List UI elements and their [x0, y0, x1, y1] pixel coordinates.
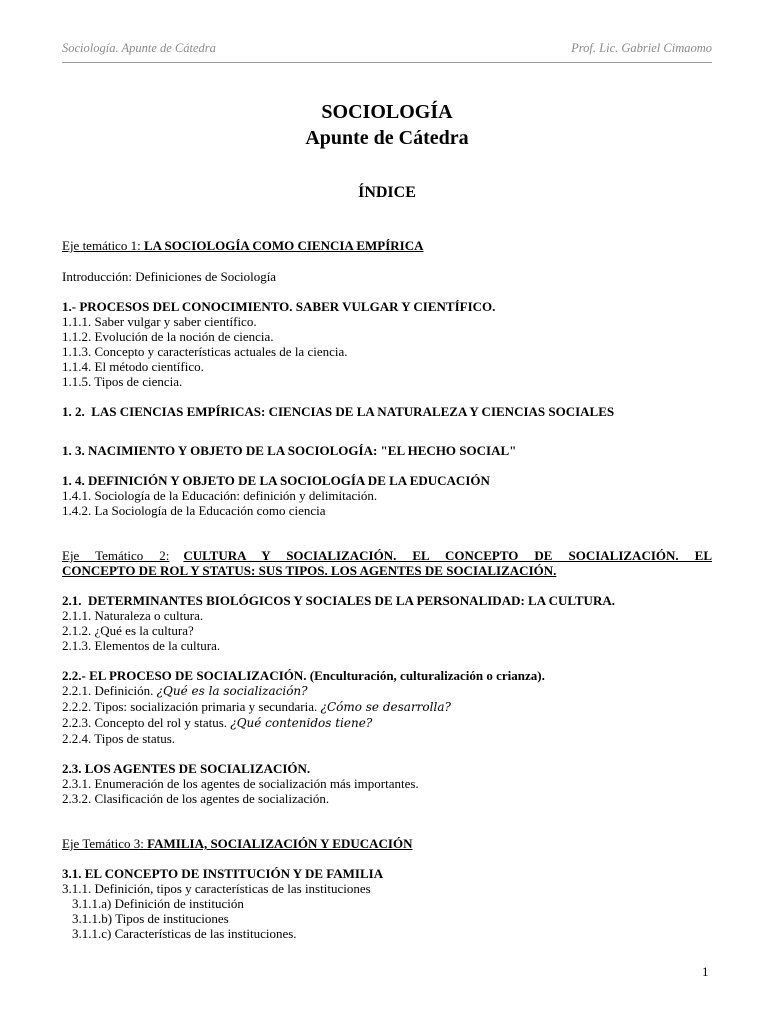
list-item: 2.1.2. ¿Qué es la cultura? [62, 623, 194, 638]
header-divider [62, 62, 712, 63]
section-1-1-title: 1.- PROCESOS DEL CONOCIMIENTO. SABER VULGAR Y CIENTÍFICO. [62, 299, 496, 314]
list-item: 2.1.3. Elementos de la cultura. [62, 638, 221, 653]
section-1-4-title: 1. 4. DEFINICIÓN Y OBJETO DE LA SOCIOLOGÍA DE LA EDUCACIÓN [62, 473, 490, 488]
list-item: 1.1.2. Evolución de la noción de ciencia. [62, 329, 274, 344]
list-item: 1.1.1. Saber vulgar y saber científico. [62, 314, 257, 329]
list-item: 2.1.1. Naturaleza o cultura. [62, 608, 204, 623]
document-body [62, 100, 712, 941]
document-title: SOCIOLOGÍA [321, 101, 453, 123]
list-item: 1.1.3. Concepto y características actuales de la ciencia. [62, 344, 348, 359]
eje1-heading [62, 238, 712, 253]
document-subtitle: Apunte de Cátedra [305, 127, 469, 149]
eje2-heading-line1 [62, 548, 712, 563]
list-subitem: 3.1.1.b) Tipos de instituciones [72, 911, 229, 926]
list-item-question: ¿Cómo se desarrolla? [320, 700, 451, 714]
list-item [62, 699, 712, 715]
eje1-label: Eje temático 1: [62, 238, 141, 253]
section-2-1-title: 2.1. DETERMINANTES BIOLÓGICOS Y SOCIALES DE LA PERSONALIDAD: LA CULTURA. [62, 593, 615, 608]
list-item: 2.3.1. Enumeración de los agentes de socialización más importantes. [62, 776, 419, 791]
eje3-heading [62, 836, 712, 851]
list-item: 1.1.5. Tipos de ciencia. [62, 374, 183, 389]
list-item [62, 683, 712, 699]
section-1-2-title: 1. 2. LAS CIENCIAS EMPÍRICAS: CIENCIAS DE LA NATURALEZA Y CIENCIAS SOCIALES [62, 404, 615, 419]
list-item: 2.3.2. Clasificación de los agentes de socialización. [62, 791, 330, 806]
list-item-question: ¿Qué es la socialización? [156, 684, 308, 698]
section-1-3-title: 1. 3. NACIMIENTO Y OBJETO DE LA SOCIOLOGÍA: "EL HECHO SOCIAL" [62, 443, 517, 458]
page-number: 1 [702, 964, 709, 979]
eje2-heading [62, 548, 712, 578]
eje1-title: LA SOCIOLOGÍA COMO CIENCIA EMPÍRICA [143, 238, 424, 253]
eje3-title: FAMILIA, SOCIALIZACIÓN Y EDUCACIÓN [147, 836, 413, 851]
index-heading: ÍNDICE [358, 184, 416, 201]
section-2-3-title: 2.3. LOS AGENTES DE SOCIALIZACIÓN. [62, 761, 311, 776]
list-item [62, 715, 712, 731]
list-item: 3.1.1. Definición, tipos y características de las instituciones [62, 881, 371, 896]
list-item: 2.2.4. Tipos de status. [62, 731, 176, 746]
list-item: 1.4.2. La Sociología de la Educación como ciencia [62, 503, 326, 518]
header-course-title: Sociología. Apunte de Cátedra [62, 41, 216, 55]
eje2-label: Eje Temático 2: [62, 548, 170, 563]
list-item-text: 2.2.1. Definición. [62, 683, 154, 698]
eje2-title-line2: CONCEPTO DE ROL Y STATUS: SUS TIPOS. LOS AGENTES DE SOCIALIZACIÓN. [62, 563, 557, 578]
eje3-label: Eje Temático 3: [62, 836, 144, 851]
list-item: 1.4.1. Sociología de la Educación: definición y delimitación. [62, 488, 378, 503]
list-item-question: ¿Qué contenidos tiene? [230, 716, 373, 730]
list-subitem: 3.1.1.a) Definición de institución [72, 896, 244, 911]
header-author: Prof. Lic. Gabriel Cimaomo [571, 41, 712, 55]
list-item-text: 2.2.2. Tipos: socialización primaria y secundaria. [62, 699, 318, 714]
list-subitem: 3.1.1.c) Características de las instituciones. [72, 926, 297, 941]
section-3-1-title: 3.1. EL CONCEPTO DE INSTITUCIÓN Y DE FAMILIA [62, 866, 384, 881]
list-item-text: 2.2.3. Concepto del rol y status. [62, 715, 228, 730]
running-header [62, 41, 712, 56]
list-item: 1.1.4. El método científico. [62, 359, 204, 374]
eje1-intro: Introducción: Definiciones de Sociología [62, 269, 277, 284]
eje2-title-line1: CULTURA Y SOCIALIZACIÓN. EL CONCEPTO DE SOCIALIZACIÓN. EL [183, 548, 712, 563]
section-2-2-title: 2.2.- EL PROCESO DE SOCIALIZACIÓN. (Enculturación, culturalización o crianza). [62, 668, 545, 683]
